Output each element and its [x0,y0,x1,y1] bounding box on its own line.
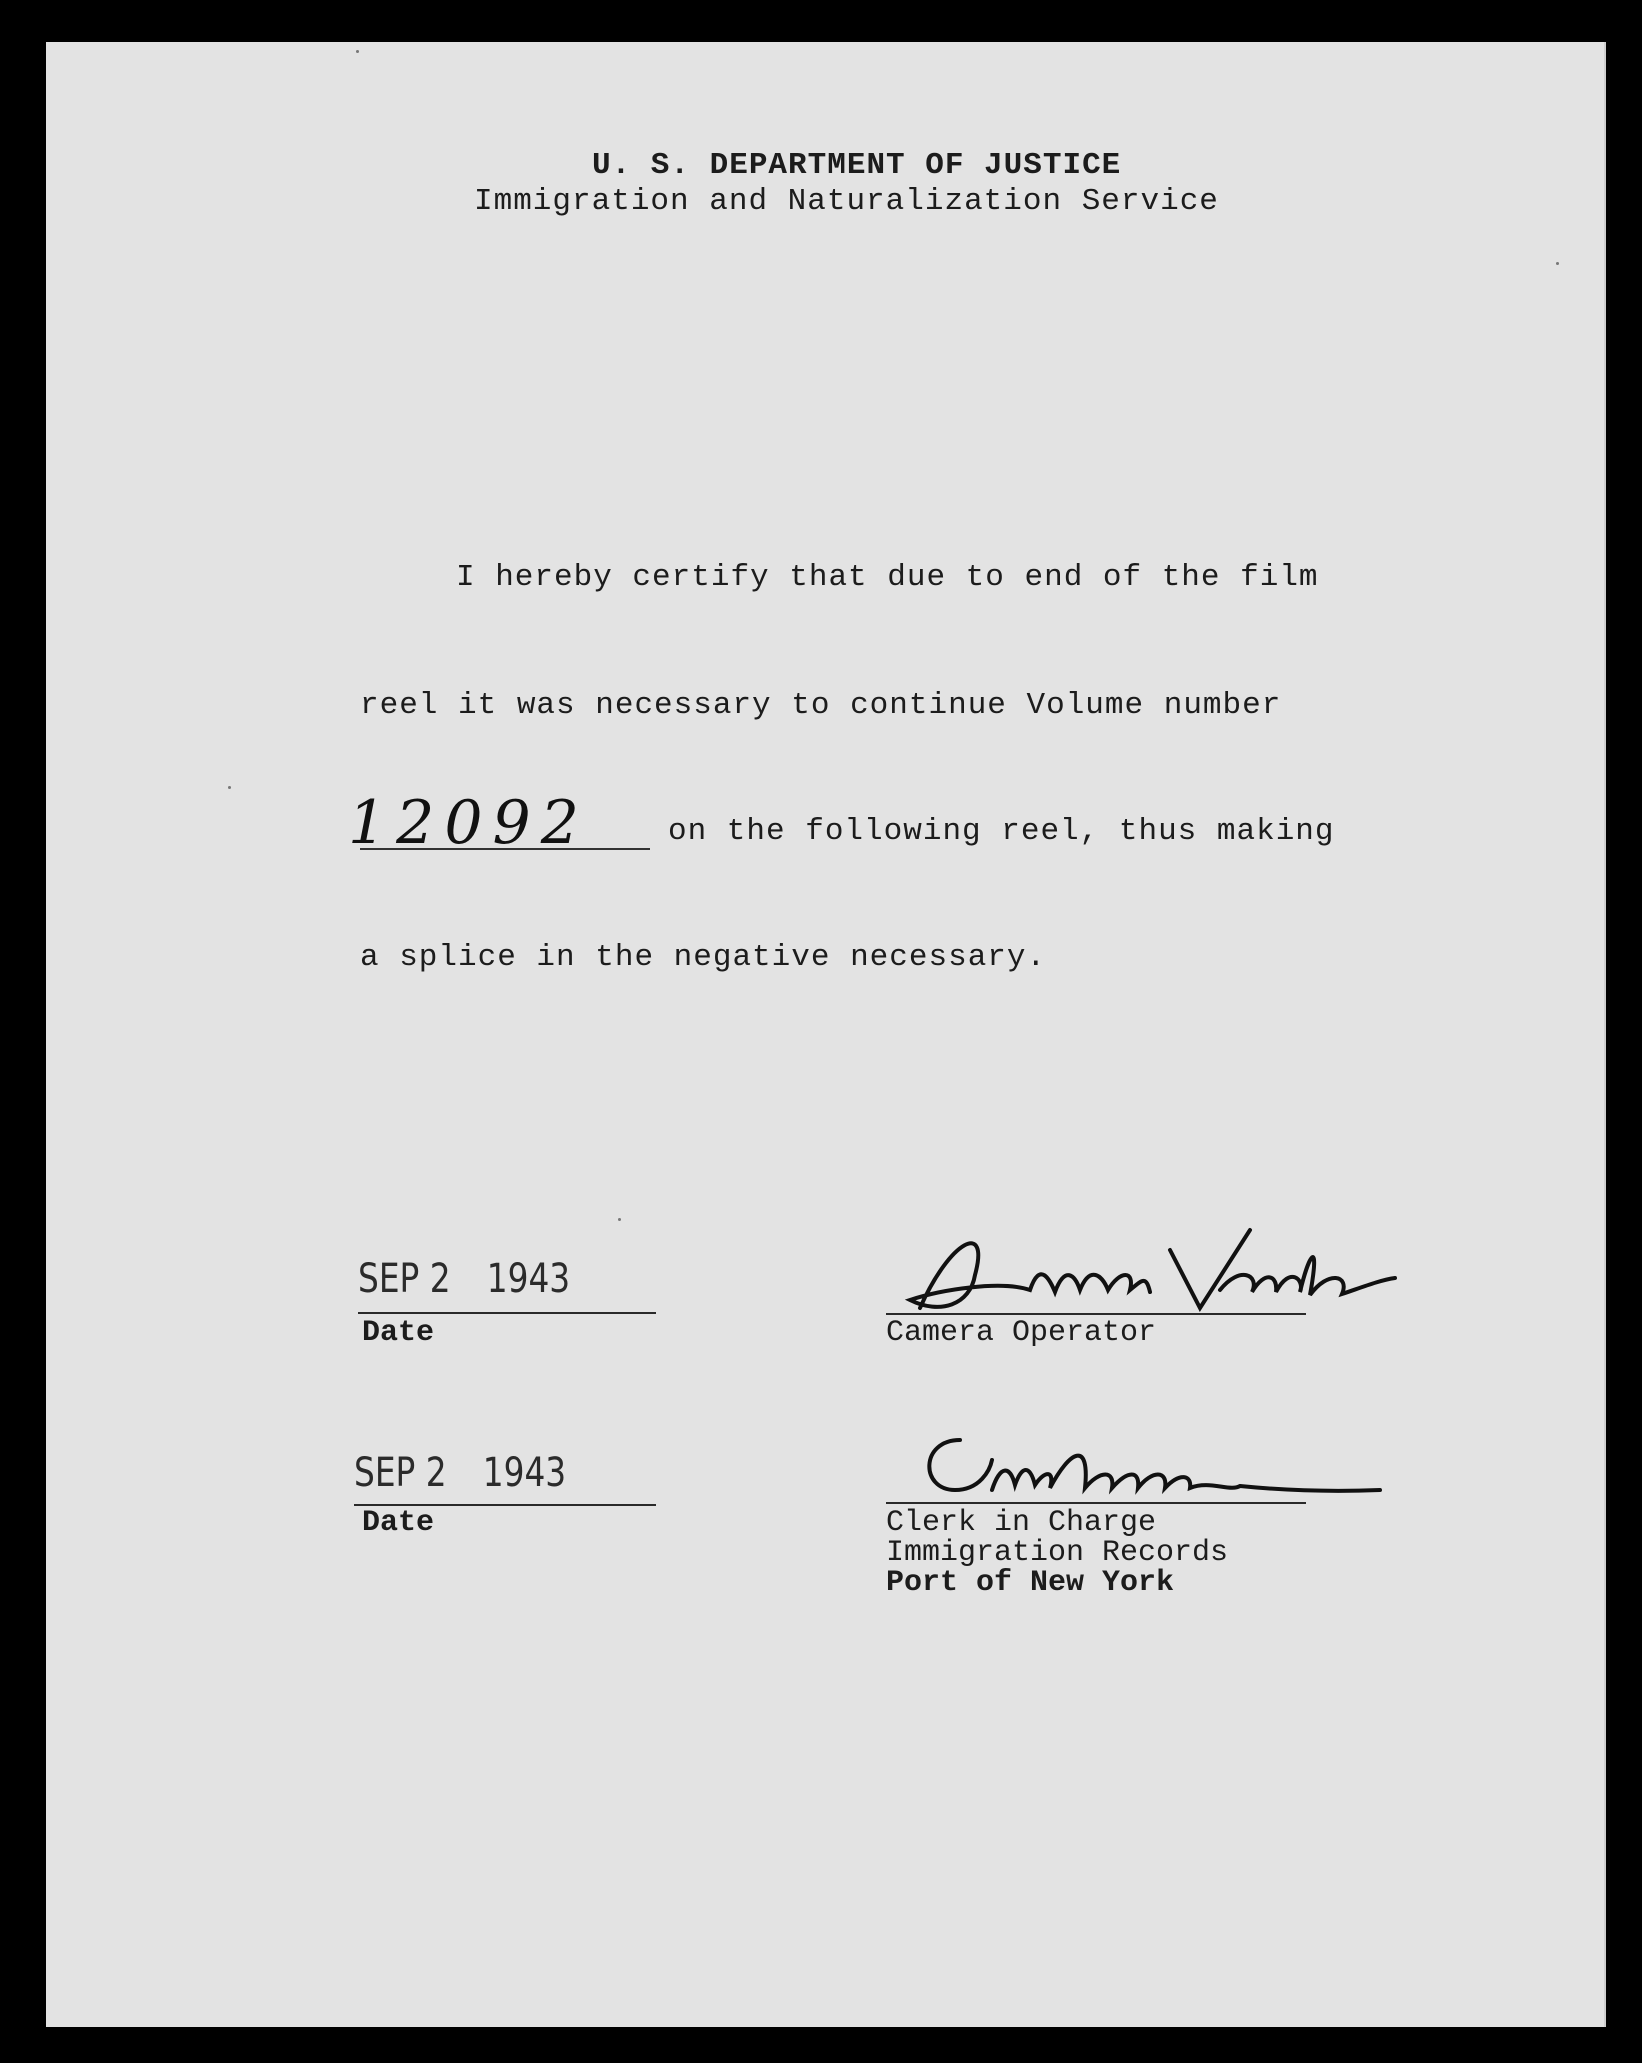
paper-speck [1556,262,1559,265]
paper-speck [356,50,359,53]
service-heading: Immigration and Naturalization Service [474,184,1219,219]
clerk-date-label: Date [362,1506,435,1540]
department-heading: U. S. DEPARTMENT OF JUSTICE [592,148,1122,183]
clerk-signature [880,1420,1400,1510]
handwritten-volume-number: 12092 [348,788,589,858]
clerk-signature-line [886,1502,1306,1504]
certificate-line-3: on the following reel, thus making [668,814,1335,849]
clerk-title-line-2: Immigration Records [886,1536,1229,1570]
volume-number-underline [360,848,650,850]
certificate-line-4: a splice in the negative necessary. [360,940,1047,975]
clerk-title-line-1: Clerk in Charge [886,1506,1157,1540]
certificate-line-1: I hereby certify that due to end of the film [456,560,1319,595]
operator-signature-line [886,1313,1306,1315]
paper-speck [228,786,231,789]
paper-speck [618,1218,621,1221]
operator-date-label: Date [362,1316,435,1350]
certificate-line-2: reel it was necessary to continue Volume number [360,688,1282,723]
operator-date-stamp [358,1256,570,1302]
clerk-date-stamp [354,1450,566,1496]
operator-date-year: 1943 [486,1256,571,1302]
operator-date-line [358,1312,656,1314]
camera-operator-label: Camera Operator [886,1316,1157,1350]
document-page [46,42,1606,2027]
clerk-date-year: 1943 [482,1450,567,1496]
clerk-title-line-3: Port of New York [886,1566,1175,1600]
clerk-date-month-day: SEP 2 [354,1450,447,1496]
operator-date-month-day: SEP 2 [358,1256,451,1302]
